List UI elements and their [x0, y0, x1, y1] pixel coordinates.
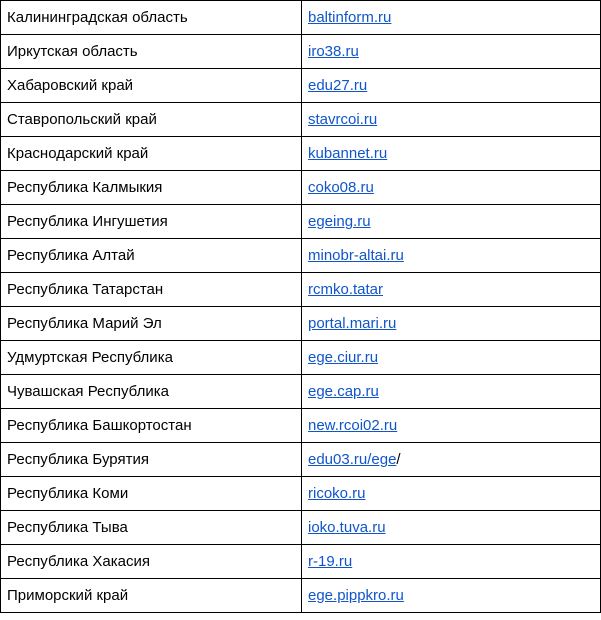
table-row — [1, 341, 601, 375]
table-row — [1, 375, 601, 409]
table-row — [1, 171, 601, 205]
site-cell — [302, 69, 601, 103]
site-cell — [302, 443, 601, 477]
region-cell: Краснодарский край — [1, 137, 302, 171]
site-cell — [302, 205, 601, 239]
table-row — [1, 511, 601, 545]
region-cell: Удмуртская Республика — [1, 341, 302, 375]
site-link[interactable]: ege.cap.ru — [308, 383, 379, 400]
region-cell: Республика Татарстан — [1, 273, 302, 307]
region-cell: Республика Бурятия — [1, 443, 302, 477]
site-link[interactable]: edu03.ru/ege — [308, 451, 397, 468]
site-cell — [302, 545, 601, 579]
site-cell — [302, 307, 601, 341]
table-body — [1, 1, 601, 613]
site-link[interactable]: coko08.ru — [308, 179, 374, 196]
site-link[interactable]: kubannet.ru — [308, 145, 388, 162]
site-link[interactable]: stavrcoi.ru — [308, 111, 378, 128]
site-link[interactable]: new.rcoi02.ru — [308, 417, 398, 434]
region-cell: Калининградская область — [1, 1, 302, 35]
site-link[interactable]: ioko.tuva.ru — [308, 519, 386, 536]
table-row — [1, 1, 601, 35]
table-row — [1, 35, 601, 69]
site-cell — [302, 341, 601, 375]
region-cell: Республика Марий Эл — [1, 307, 302, 341]
site-link[interactable]: iro38.ru — [308, 43, 359, 60]
region-cell: Республика Коми — [1, 477, 302, 511]
site-cell — [302, 511, 601, 545]
region-cell: Чувашская Республика — [1, 375, 302, 409]
region-cell: Иркутская область — [1, 35, 302, 69]
table-row — [1, 409, 601, 443]
region-cell: Приморский край — [1, 579, 302, 613]
site-link[interactable]: ricoko.ru — [308, 485, 366, 502]
site-cell — [302, 375, 601, 409]
region-cell: Республика Калмыкия — [1, 171, 302, 205]
region-cell: Республика Тыва — [1, 511, 302, 545]
region-cell: Республика Алтай — [1, 239, 302, 273]
site-cell — [302, 103, 601, 137]
table-row — [1, 307, 601, 341]
region-cell: Хабаровский край — [1, 69, 302, 103]
site-suffix: / — [396, 451, 401, 468]
site-cell — [302, 273, 601, 307]
site-cell — [302, 1, 601, 35]
site-link[interactable]: ege.ciur.ru — [308, 349, 379, 366]
table-row — [1, 69, 601, 103]
table-row — [1, 137, 601, 171]
site-cell — [302, 409, 601, 443]
table-row — [1, 443, 601, 477]
site-cell — [302, 171, 601, 205]
region-cell: Республика Хакасия — [1, 545, 302, 579]
site-cell — [302, 239, 601, 273]
site-link[interactable]: minobr-altai.ru — [308, 247, 404, 264]
site-link[interactable]: edu27.ru — [308, 77, 368, 94]
site-link[interactable]: portal.mari.ru — [308, 315, 397, 332]
site-link[interactable]: ege.pippkro.ru — [308, 587, 404, 604]
site-cell — [302, 477, 601, 511]
site-link[interactable]: egeing.ru — [308, 213, 371, 230]
region-cell: Ставропольский край — [1, 103, 302, 137]
site-link[interactable]: r-19.ru — [308, 553, 353, 570]
table-row — [1, 545, 601, 579]
table-row — [1, 103, 601, 137]
region-cell: Республика Ингушетия — [1, 205, 302, 239]
region-cell: Республика Башкортостан — [1, 409, 302, 443]
table-row — [1, 239, 601, 273]
table-row — [1, 477, 601, 511]
table-row — [1, 579, 601, 613]
site-cell — [302, 35, 601, 69]
site-link[interactable]: rcmko.tatar — [308, 281, 384, 298]
site-cell — [302, 137, 601, 171]
site-link[interactable]: baltinform.ru — [308, 9, 392, 26]
table-row — [1, 273, 601, 307]
site-cell — [302, 579, 601, 613]
table-row — [1, 205, 601, 239]
